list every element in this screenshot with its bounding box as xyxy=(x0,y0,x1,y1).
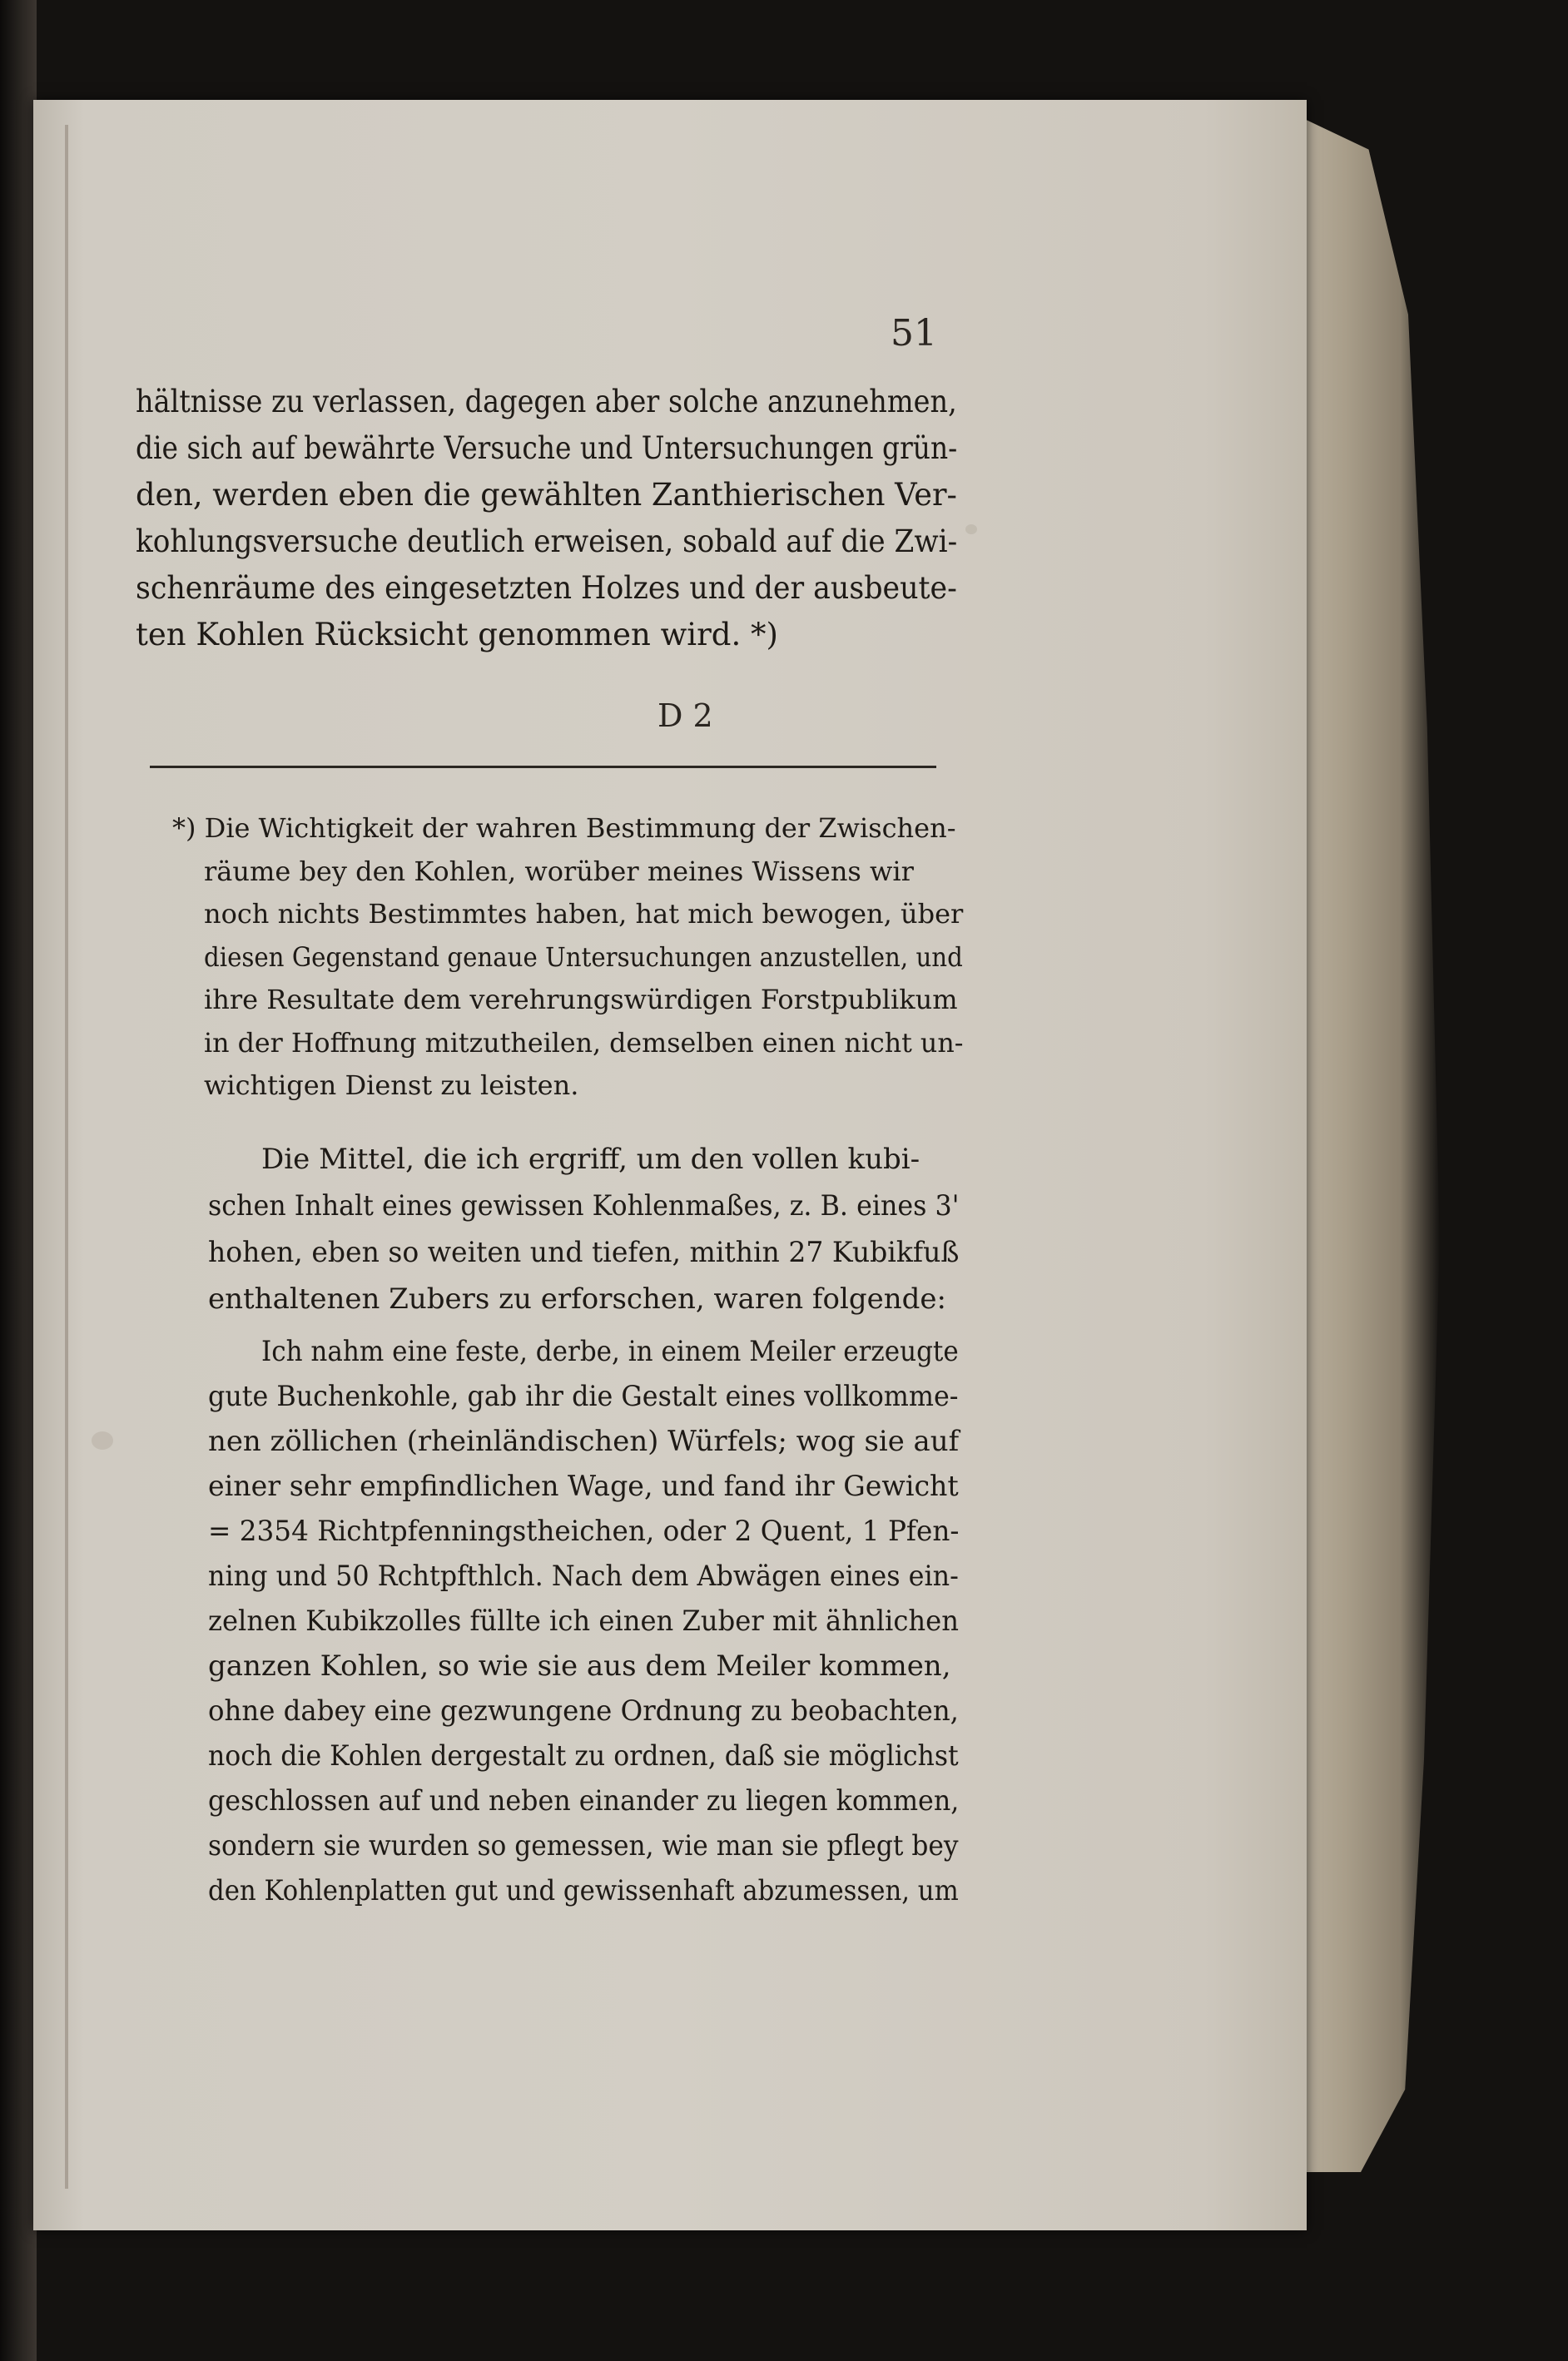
text-line: Die Mittel, die ich ergriff, um den vollen kubi- xyxy=(261,1143,920,1176)
text-line: die sich auf bewährte Versuche und Untersuchungen grün- xyxy=(136,430,958,466)
footnote-line: noch nichts Bestimmtes haben, hat mich bewogen, über xyxy=(204,898,964,930)
text-line: gute Buchenkohle, gab ihr die Gestalt eines vollkomme- xyxy=(208,1380,959,1413)
text-line: sondern sie wurden so gemessen, wie man sie pflegt bey xyxy=(208,1829,959,1863)
text-line: schenräume des eingesetzten Holzes und der ausbeute- xyxy=(136,570,957,606)
text-line: einer sehr empfindlichen Wage, und fand ihr Gewicht xyxy=(208,1470,959,1503)
dark-background-left xyxy=(0,0,37,2361)
text-line: den Kohlenplatten gut und gewissenhaft abzumessen, um xyxy=(208,1874,959,1907)
text-line: geschlossen auf und neben einander zu liegen kommen, xyxy=(208,1784,960,1818)
text-line: zelnen Kubikzolles füllte ich einen Zuber mit ähnlichen xyxy=(208,1605,959,1638)
text-line: ning und 50 Rchtpfthlch. Nach dem Abwägen eines ein- xyxy=(208,1560,959,1593)
gutter-shadow xyxy=(65,125,68,2189)
text-line: nen zöllichen (rheinländischen) Würfels; wog sie auf xyxy=(208,1425,960,1458)
footnote-line: diesen Gegenstand genaue Untersuchungen anzustellen, und xyxy=(204,940,963,973)
text-line: hohen, eben so weiten und tiefen, mithin 27 Kubikfuß xyxy=(208,1236,960,1269)
paper-spot xyxy=(965,524,977,534)
text-line: ganzen Kohlen, so wie sie aus dem Meiler kommen, xyxy=(208,1649,951,1683)
footnote-line: räume bey den Kohlen, worüber meines Wissens wir xyxy=(204,855,914,887)
text-line: ten Kohlen Rücksicht genommen wird. *) xyxy=(136,617,778,652)
text-line: hältnisse zu verlassen, dagegen aber solche anzunehmen, xyxy=(136,384,957,419)
paper-spot xyxy=(92,1431,113,1450)
text-line: ohne dabey eine gezwungene Ordnung zu beobachten, xyxy=(208,1694,959,1728)
footnote-line: *) Die Wichtigkeit der wahren Bestimmung der Zwischen- xyxy=(172,812,956,844)
page-number: 51 xyxy=(891,312,937,355)
footnote-rule xyxy=(150,766,936,768)
text-line: Ich nahm eine feste, derbe, in einem Meiler erzeugte xyxy=(261,1335,959,1368)
footnote-line: ihre Resultate dem verehrungswürdigen Forstpublikum xyxy=(204,984,958,1015)
text-line: noch die Kohlen dergestalt zu ordnen, daß sie möglichst xyxy=(208,1739,959,1773)
text-line: schen Inhalt eines gewissen Kohlenmaßes, z. B. eines 3' xyxy=(208,1189,960,1223)
footnote-line: in der Hoffnung mitzutheilen, demselben einen nicht un- xyxy=(204,1026,964,1059)
text-line: = 2354 Richtpfenningstheichen, oder 2 Quent, 1 Pfen- xyxy=(208,1515,960,1548)
text-line: den, werden eben die gewählten Zanthierischen Ver- xyxy=(136,477,957,513)
footnote-line: wichtigen Dienst zu leisten. xyxy=(204,1069,579,1101)
text-line: kohlungsversuche deutlich erweisen, sobald auf die Zwi- xyxy=(136,523,958,559)
text-line: enthaltenen Zubers zu erforschen, waren folgende: xyxy=(208,1282,946,1316)
printer-signature: D 2 xyxy=(657,697,713,734)
